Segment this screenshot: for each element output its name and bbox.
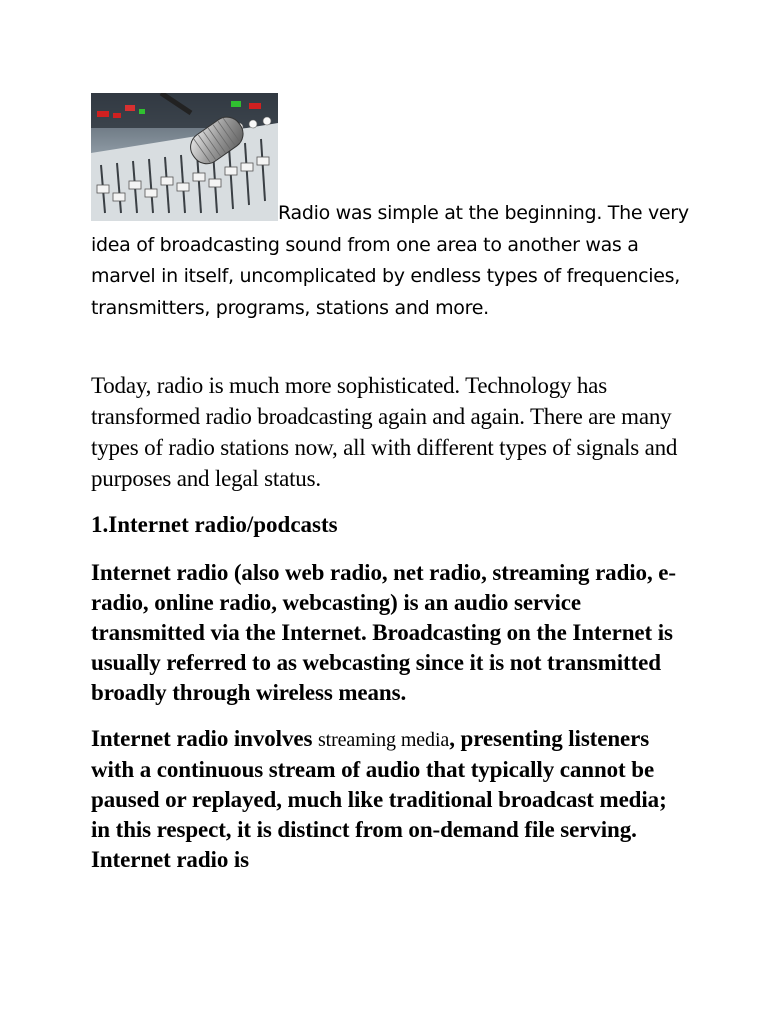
intro-text: Radio was simple at the beginning. The very idea of broadcasting sound from one area to another was a marvel in itself, uncomplicated by endless types of frequencies, transmitters, programs, stations and more. bbox=[91, 202, 689, 319]
intro-paragraph bbox=[91, 198, 691, 324]
paragraph-rest: , presenting listeners with a continuous stream of audio that typically cannot be paused or replayed, much like traditional broadcast media; in this respect, it is distinct from on-demand file serving. Internet radio is bbox=[91, 726, 667, 872]
section-heading-internet-radio: 1.Internet radio/podcasts bbox=[91, 512, 338, 537]
internet-radio-definition: Internet radio (also web radio, net radio, streaming radio, e-radio, online radio, webcasting) is an audio service transmitted via the Internet. Broadcasting on the Internet is usually referred to as webcasting since it is not transmitted broadly through wireless means. bbox=[91, 560, 676, 705]
streaming-media-link[interactable]: streaming media bbox=[317, 729, 450, 751]
paragraph-start: Internet radio involves bbox=[91, 726, 318, 751]
paragraph-today: Today, radio is much more sophisticated. Technology has transformed radio broadcasting again and again. There are many types of radio stations now, all with different types of signals and purposes and legal status. bbox=[91, 373, 678, 491]
internet-radio-streaming-paragraph bbox=[91, 724, 681, 875]
